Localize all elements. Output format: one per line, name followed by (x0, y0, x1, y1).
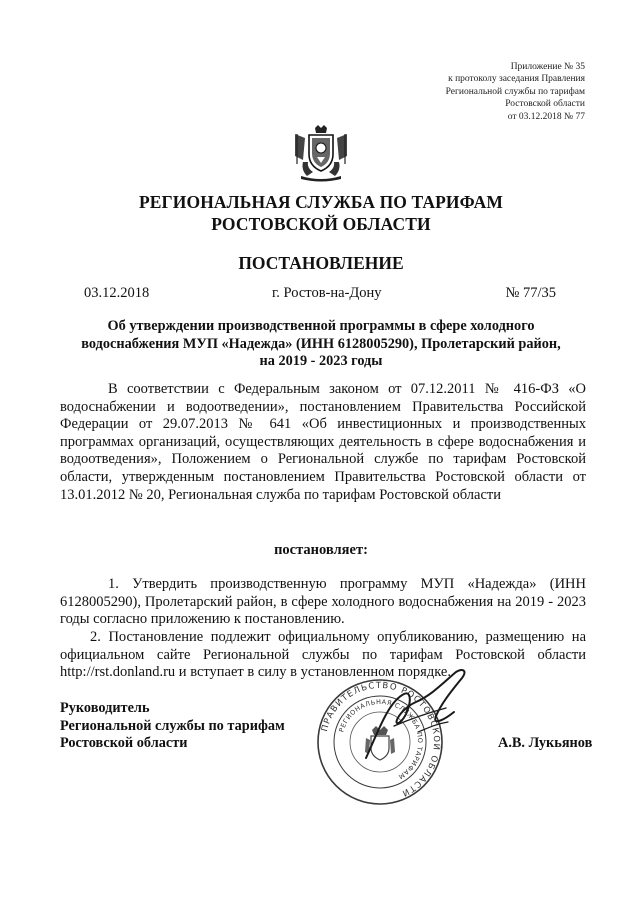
appendix-line: Региональной службы по тарифам (445, 86, 585, 97)
seal-outer-text: ПРАВИТЕЛЬСТВО РОСТОВСКОЙ ОБЛАСТИ (320, 680, 442, 799)
document-type-title: ПОСТАНОВЛЕНИЕ (238, 253, 404, 273)
appendix-line: Ростовской области (505, 99, 585, 110)
appendix-line: от 03.12.2018 № 77 (507, 111, 585, 122)
agency-name-line1: РЕГИОНАЛЬНАЯ СЛУЖБА ПО ТАРИФАМ (138, 192, 503, 212)
document-subject (60, 318, 582, 371)
appendix-note (345, 61, 585, 123)
resolution-item-2: 2. Постановление подлежит официальному опубликованию, размещению на официальном сайте Региональной службы по тарифам Ростовской области http://rst.donland.ru и вступает в силу в установленном порядке. (60, 629, 586, 681)
agency-name (60, 191, 582, 235)
document-date: 03.12.2018 (84, 285, 150, 301)
signer-name: А.В. Лукьянов (498, 735, 593, 751)
signer-title-line2: Региональной службы по тарифам (60, 717, 285, 734)
handwritten-signature-icon (358, 662, 478, 772)
resolution-item-1: 1. Утвердить производственную программу МУП «Надежда» (ИНН 6128005290), Пролетарский район, в сфере холодного водоснабжения на 2019 - 2023 годы согласно приложению к постановлению. (60, 576, 586, 628)
agency-name-line2: РОСТОВСКОЙ ОБЛАСТИ (211, 214, 431, 234)
preamble-paragraph: В соответствии с Федеральным законом от 07.12.2011 № 416-ФЗ «О водоснабжении и водоотведении», постановлением Правительства Российской Федерации от 29.07.2013 № 641 «Об инвестиционных и производственных программах организаций, осуществляющих деятельность в сфере водоснабжения и водоотведения», Положением о Региональной службе по тарифам Ростовской области, утвержденным постановлением Правительства Ростовской области от 13.01.2012 № 20, Региональная служба по тарифам Ростовской области (60, 381, 586, 503)
document-city: г. Ростов-на-Дону (272, 285, 382, 301)
coat-of-arms-icon (291, 124, 351, 182)
subject-line3: на 2019 - 2023 годы (259, 353, 383, 370)
resolves-heading: постановляет: (274, 542, 368, 558)
appendix-line: к протоколу заседания Правления (448, 74, 585, 85)
signer-title-line1: Руководитель (60, 700, 150, 716)
signer-title (60, 700, 285, 753)
document-number: № 77/35 (505, 285, 556, 301)
subject-line2: водоснабжения МУП «Надежда» (ИНН 6128005290), Пролетарский район, (81, 335, 561, 352)
seal-inner-text: РЕГИОНАЛЬНАЯ СЛУЖБА ПО ТАРИФАМ (337, 697, 425, 781)
signer-title-line3: Ростовской области (60, 735, 188, 752)
subject-line1: Об утверждении производственной программы в сфере холодного (107, 318, 535, 334)
appendix-line: Приложение № 35 (510, 62, 585, 72)
